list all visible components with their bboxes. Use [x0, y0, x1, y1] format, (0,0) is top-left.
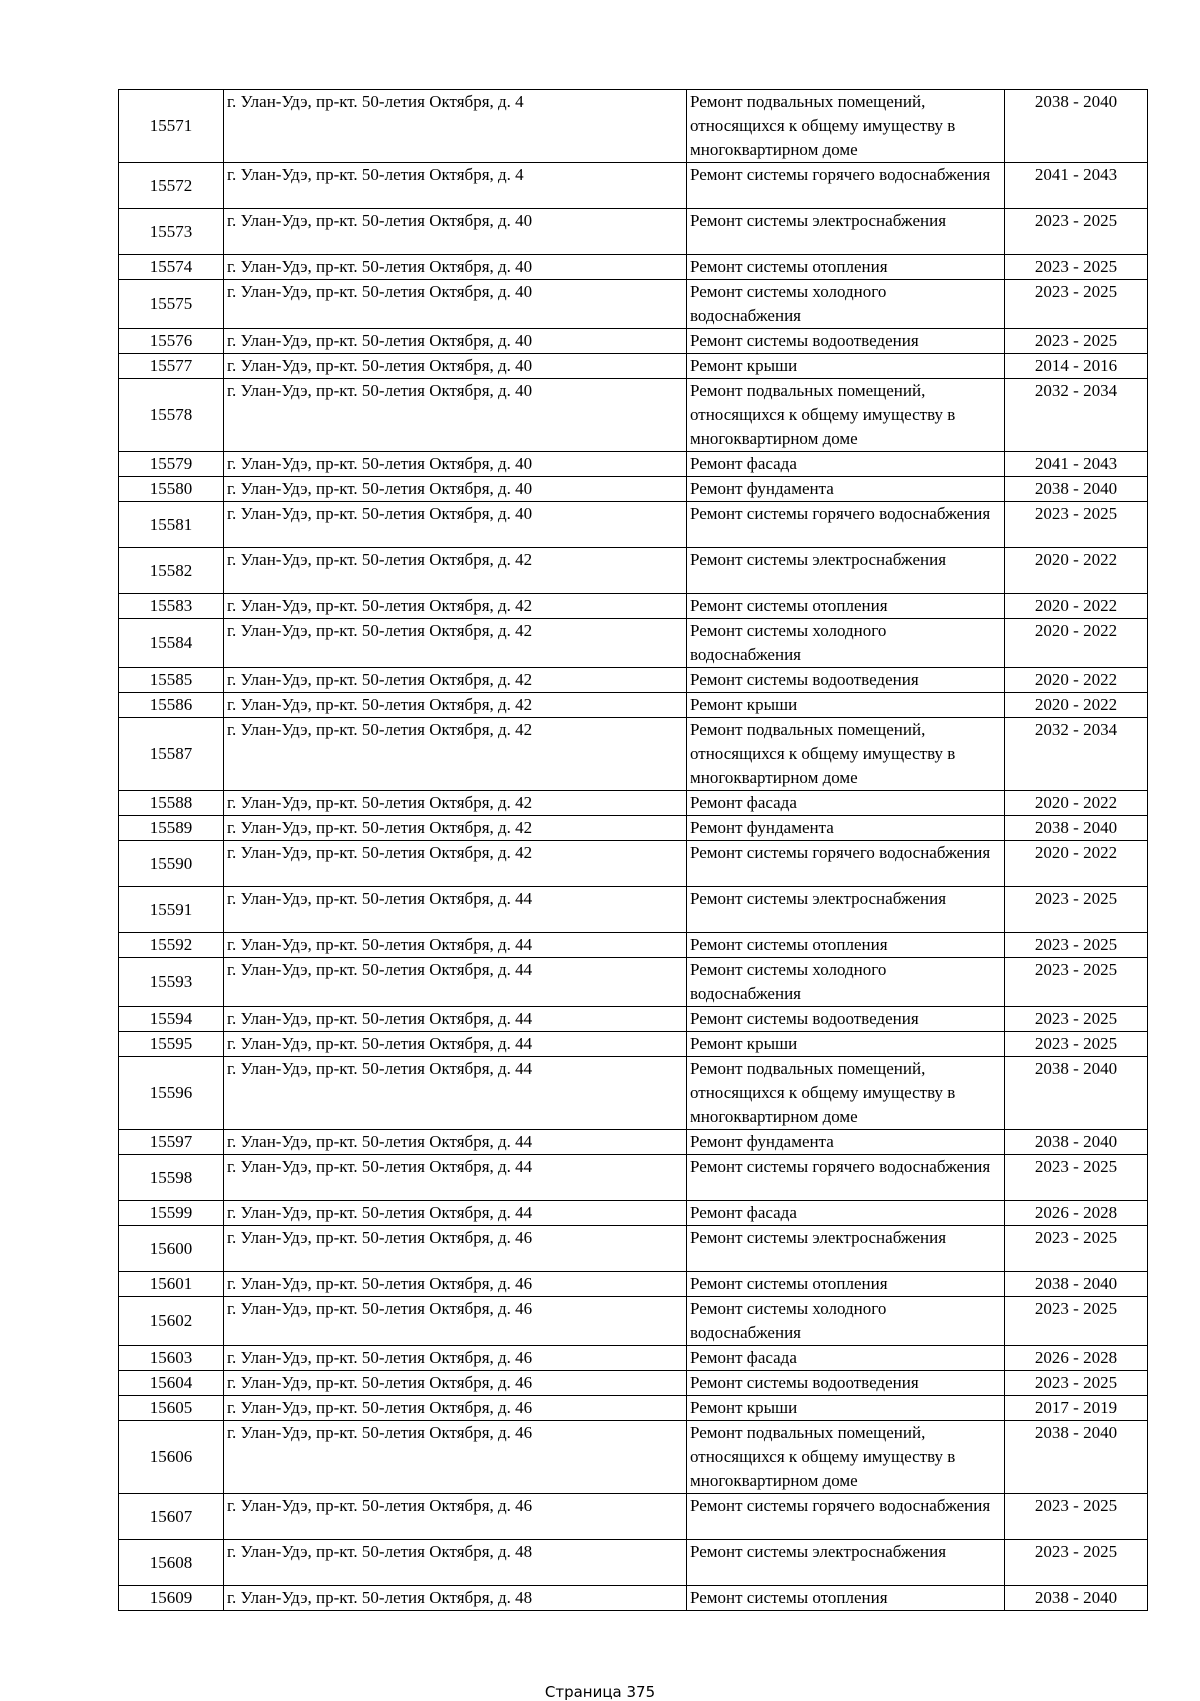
row-address: г. Улан-Удэ, пр-кт. 50-летия Октября, д. 46: [224, 1272, 687, 1297]
row-work-type: Ремонт системы водоотведения: [687, 1371, 1005, 1396]
row-number: 15583: [119, 594, 224, 619]
table-row: [119, 933, 1148, 958]
row-number: 15586: [119, 693, 224, 718]
row-number: 15602: [119, 1297, 224, 1346]
row-work-type: Ремонт подвальных помещений, относящихся к общему имуществу в многоквартирном доме: [687, 379, 1005, 452]
row-period: 2023 - 2025: [1005, 255, 1148, 280]
row-number: 15571: [119, 90, 224, 163]
row-work-type: Ремонт системы горячего водоснабжения: [687, 1155, 1005, 1201]
row-address: г. Улан-Удэ, пр-кт. 50-летия Октября, д. 42: [224, 693, 687, 718]
row-work-type: Ремонт системы отопления: [687, 594, 1005, 619]
table-row: [119, 718, 1148, 791]
row-work-type: Ремонт системы электроснабжения: [687, 209, 1005, 255]
row-number: 15579: [119, 452, 224, 477]
row-number: 15575: [119, 280, 224, 329]
row-number: 15594: [119, 1007, 224, 1032]
table-row: [119, 502, 1148, 548]
row-address: г. Улан-Удэ, пр-кт. 50-летия Октября, д. 44: [224, 1155, 687, 1201]
row-period: 2038 - 2040: [1005, 477, 1148, 502]
row-address: г. Улан-Удэ, пр-кт. 50-летия Октября, д. 40: [224, 280, 687, 329]
row-work-type: Ремонт фундамента: [687, 816, 1005, 841]
row-work-type: Ремонт крыши: [687, 693, 1005, 718]
row-work-type: Ремонт фасада: [687, 452, 1005, 477]
row-address: г. Улан-Удэ, пр-кт. 50-летия Октября, д. 4: [224, 90, 687, 163]
row-number: 15593: [119, 958, 224, 1007]
table-row: [119, 1032, 1148, 1057]
row-address: г. Улан-Удэ, пр-кт. 50-летия Октября, д. 40: [224, 354, 687, 379]
row-period: 2023 - 2025: [1005, 1155, 1148, 1201]
row-work-type: Ремонт фундамента: [687, 1130, 1005, 1155]
row-period: 2020 - 2022: [1005, 668, 1148, 693]
row-number: 15585: [119, 668, 224, 693]
table-row: [119, 1007, 1148, 1032]
row-address: г. Улан-Удэ, пр-кт. 50-летия Октября, д. 46: [224, 1396, 687, 1421]
row-work-type: Ремонт системы отопления: [687, 933, 1005, 958]
row-period: 2038 - 2040: [1005, 816, 1148, 841]
table-row: [119, 1371, 1148, 1396]
row-number: 15584: [119, 619, 224, 668]
row-address: г. Улан-Удэ, пр-кт. 50-летия Октября, д. 42: [224, 548, 687, 594]
row-work-type: Ремонт системы электроснабжения: [687, 1540, 1005, 1586]
table-row: [119, 255, 1148, 280]
row-work-type: Ремонт крыши: [687, 354, 1005, 379]
row-address: г. Улан-Удэ, пр-кт. 50-летия Октября, д. 44: [224, 1057, 687, 1130]
row-number: 15587: [119, 718, 224, 791]
table-row: [119, 1586, 1148, 1611]
row-period: 2038 - 2040: [1005, 1057, 1148, 1130]
row-number: 15581: [119, 502, 224, 548]
row-number: 15608: [119, 1540, 224, 1586]
row-number: 15607: [119, 1494, 224, 1540]
row-period: 2020 - 2022: [1005, 619, 1148, 668]
row-address: г. Улан-Удэ, пр-кт. 50-летия Октября, д. 44: [224, 1201, 687, 1226]
row-address: г. Улан-Удэ, пр-кт. 50-летия Октября, д. 42: [224, 816, 687, 841]
repair-schedule-table: [118, 89, 1148, 1611]
row-address: г. Улан-Удэ, пр-кт. 50-летия Октября, д. 44: [224, 933, 687, 958]
row-work-type: Ремонт крыши: [687, 1032, 1005, 1057]
row-number: 15592: [119, 933, 224, 958]
row-address: г. Улан-Удэ, пр-кт. 50-летия Октября, д. 40: [224, 477, 687, 502]
row-period: 2023 - 2025: [1005, 1297, 1148, 1346]
row-number: 15605: [119, 1396, 224, 1421]
table-row: [119, 452, 1148, 477]
row-period: 2023 - 2025: [1005, 1226, 1148, 1272]
row-address: г. Улан-Удэ, пр-кт. 50-летия Октября, д. 42: [224, 841, 687, 887]
row-number: 15603: [119, 1346, 224, 1371]
table-row: [119, 816, 1148, 841]
table-row: [119, 1201, 1148, 1226]
row-period: 2023 - 2025: [1005, 1540, 1148, 1586]
row-work-type: Ремонт фасада: [687, 791, 1005, 816]
row-address: г. Улан-Удэ, пр-кт. 50-летия Октября, д. 42: [224, 791, 687, 816]
table-row: [119, 841, 1148, 887]
row-address: г. Улан-Удэ, пр-кт. 50-летия Октября, д. 42: [224, 668, 687, 693]
table-row: [119, 90, 1148, 163]
table-row: [119, 1540, 1148, 1586]
row-address: г. Улан-Удэ, пр-кт. 50-летия Октября, д. 40: [224, 452, 687, 477]
row-address: г. Улан-Удэ, пр-кт. 50-летия Октября, д. 40: [224, 502, 687, 548]
row-number: 15574: [119, 255, 224, 280]
row-period: 2017 - 2019: [1005, 1396, 1148, 1421]
table-row: [119, 1396, 1148, 1421]
row-address: г. Улан-Удэ, пр-кт. 50-летия Октября, д. 48: [224, 1586, 687, 1611]
row-address: г. Улан-Удэ, пр-кт. 50-летия Октября, д. 40: [224, 379, 687, 452]
row-address: г. Улан-Удэ, пр-кт. 50-летия Октября, д. 42: [224, 619, 687, 668]
row-number: 15606: [119, 1421, 224, 1494]
row-address: г. Улан-Удэ, пр-кт. 50-летия Октября, д. 40: [224, 329, 687, 354]
row-number: 15576: [119, 329, 224, 354]
table-row: [119, 958, 1148, 1007]
row-work-type: Ремонт системы горячего водоснабжения: [687, 502, 1005, 548]
row-work-type: Ремонт системы отопления: [687, 1586, 1005, 1611]
table-row: [119, 693, 1148, 718]
row-period: 2020 - 2022: [1005, 841, 1148, 887]
row-work-type: Ремонт фасада: [687, 1201, 1005, 1226]
row-work-type: Ремонт подвальных помещений, относящихся к общему имуществу в многоквартирном доме: [687, 718, 1005, 791]
row-number: 15600: [119, 1226, 224, 1272]
table-row: [119, 1421, 1148, 1494]
row-period: 2020 - 2022: [1005, 791, 1148, 816]
table-row: [119, 1057, 1148, 1130]
row-address: г. Улан-Удэ, пр-кт. 50-летия Октября, д. 46: [224, 1346, 687, 1371]
row-address: г. Улан-Удэ, пр-кт. 50-летия Октября, д. 40: [224, 209, 687, 255]
row-period: 2023 - 2025: [1005, 887, 1148, 933]
row-number: 15598: [119, 1155, 224, 1201]
row-period: 2041 - 2043: [1005, 163, 1148, 209]
table-row: [119, 1272, 1148, 1297]
row-number: 15573: [119, 209, 224, 255]
table-row: [119, 379, 1148, 452]
row-work-type: Ремонт фасада: [687, 1346, 1005, 1371]
table-row: [119, 329, 1148, 354]
row-work-type: Ремонт системы горячего водоснабжения: [687, 1494, 1005, 1540]
row-number: 15577: [119, 354, 224, 379]
table-row: [119, 477, 1148, 502]
row-work-type: Ремонт системы холодного водоснабжения: [687, 619, 1005, 668]
row-number: 15597: [119, 1130, 224, 1155]
row-address: г. Улан-Удэ, пр-кт. 50-летия Октября, д. 44: [224, 1032, 687, 1057]
row-number: 15604: [119, 1371, 224, 1396]
table-row: [119, 791, 1148, 816]
row-address: г. Улан-Удэ, пр-кт. 50-летия Октября, д. 48: [224, 1540, 687, 1586]
row-number: 15572: [119, 163, 224, 209]
table-row: [119, 1297, 1148, 1346]
table-row: [119, 354, 1148, 379]
row-number: 15609: [119, 1586, 224, 1611]
row-work-type: Ремонт системы электроснабжения: [687, 887, 1005, 933]
row-address: г. Улан-Удэ, пр-кт. 50-летия Октября, д. 46: [224, 1371, 687, 1396]
row-work-type: Ремонт системы отопления: [687, 1272, 1005, 1297]
row-address: г. Улан-Удэ, пр-кт. 50-летия Октября, д. 44: [224, 1130, 687, 1155]
row-work-type: Ремонт фундамента: [687, 477, 1005, 502]
table-row: [119, 280, 1148, 329]
row-period: 2023 - 2025: [1005, 933, 1148, 958]
row-period: 2038 - 2040: [1005, 1272, 1148, 1297]
row-period: 2020 - 2022: [1005, 594, 1148, 619]
table-row: [119, 163, 1148, 209]
row-period: 2038 - 2040: [1005, 1586, 1148, 1611]
row-work-type: Ремонт системы холодного водоснабжения: [687, 958, 1005, 1007]
row-number: 15588: [119, 791, 224, 816]
row-period: 2014 - 2016: [1005, 354, 1148, 379]
table-row: [119, 1130, 1148, 1155]
row-address: г. Улан-Удэ, пр-кт. 50-летия Октября, д. 4: [224, 163, 687, 209]
row-number: 15596: [119, 1057, 224, 1130]
row-period: 2023 - 2025: [1005, 209, 1148, 255]
row-period: 2023 - 2025: [1005, 958, 1148, 1007]
row-address: г. Улан-Удэ, пр-кт. 50-летия Октября, д. 46: [224, 1226, 687, 1272]
row-number: 15601: [119, 1272, 224, 1297]
row-work-type: Ремонт системы водоотведения: [687, 668, 1005, 693]
row-period: 2038 - 2040: [1005, 90, 1148, 163]
row-work-type: Ремонт подвальных помещений, относящихся к общему имуществу в многоквартирном доме: [687, 1057, 1005, 1130]
row-work-type: Ремонт системы электроснабжения: [687, 548, 1005, 594]
row-number: 15599: [119, 1201, 224, 1226]
row-work-type: Ремонт системы холодного водоснабжения: [687, 280, 1005, 329]
table-row: [119, 668, 1148, 693]
row-period: 2020 - 2022: [1005, 548, 1148, 594]
row-work-type: Ремонт крыши: [687, 1396, 1005, 1421]
row-work-type: Ремонт системы отопления: [687, 255, 1005, 280]
row-work-type: Ремонт системы горячего водоснабжения: [687, 841, 1005, 887]
table-row: [119, 1155, 1148, 1201]
row-period: 2023 - 2025: [1005, 1371, 1148, 1396]
row-period: 2032 - 2034: [1005, 379, 1148, 452]
row-period: 2026 - 2028: [1005, 1201, 1148, 1226]
row-work-type: Ремонт подвальных помещений, относящихся к общему имуществу в многоквартирном доме: [687, 1421, 1005, 1494]
row-address: г. Улан-Удэ, пр-кт. 50-летия Октября, д. 44: [224, 887, 687, 933]
row-work-type: Ремонт системы холодного водоснабжения: [687, 1297, 1005, 1346]
row-address: г. Улан-Удэ, пр-кт. 50-летия Октября, д. 40: [224, 255, 687, 280]
table-row: [119, 887, 1148, 933]
row-period: 2023 - 2025: [1005, 1494, 1148, 1540]
table-row: [119, 619, 1148, 668]
row-address: г. Улан-Удэ, пр-кт. 50-летия Октября, д. 46: [224, 1297, 687, 1346]
row-period: 2026 - 2028: [1005, 1346, 1148, 1371]
row-address: г. Улан-Удэ, пр-кт. 50-летия Октября, д. 46: [224, 1421, 687, 1494]
row-work-type: Ремонт системы водоотведения: [687, 329, 1005, 354]
row-period: 2020 - 2022: [1005, 693, 1148, 718]
row-period: 2032 - 2034: [1005, 718, 1148, 791]
row-number: 15595: [119, 1032, 224, 1057]
page-number: Страница 375: [544, 1683, 656, 1701]
table-row: [119, 1226, 1148, 1272]
row-address: г. Улан-Удэ, пр-кт. 50-летия Октября, д. 42: [224, 594, 687, 619]
table-body: [119, 90, 1148, 1611]
row-address: г. Улан-Удэ, пр-кт. 50-летия Октября, д. 46: [224, 1494, 687, 1540]
row-number: 15582: [119, 548, 224, 594]
row-work-type: Ремонт системы горячего водоснабжения: [687, 163, 1005, 209]
table-row: [119, 594, 1148, 619]
table-row: [119, 1494, 1148, 1540]
row-period: 2041 - 2043: [1005, 452, 1148, 477]
row-number: 15580: [119, 477, 224, 502]
row-period: 2023 - 2025: [1005, 1007, 1148, 1032]
table-row: [119, 209, 1148, 255]
row-number: 15590: [119, 841, 224, 887]
row-work-type: Ремонт системы водоотведения: [687, 1007, 1005, 1032]
row-address: г. Улан-Удэ, пр-кт. 50-летия Октября, д. 44: [224, 958, 687, 1007]
table-row: [119, 1346, 1148, 1371]
row-address: г. Улан-Удэ, пр-кт. 50-летия Октября, д. 42: [224, 718, 687, 791]
row-period: 2023 - 2025: [1005, 502, 1148, 548]
row-period: 2023 - 2025: [1005, 1032, 1148, 1057]
row-number: 15589: [119, 816, 224, 841]
row-period: 2023 - 2025: [1005, 280, 1148, 329]
row-address: г. Улан-Удэ, пр-кт. 50-летия Октября, д. 44: [224, 1007, 687, 1032]
row-number: 15591: [119, 887, 224, 933]
row-work-type: Ремонт подвальных помещений, относящихся к общему имуществу в многоквартирном доме: [687, 90, 1005, 163]
row-number: 15578: [119, 379, 224, 452]
row-period: 2038 - 2040: [1005, 1421, 1148, 1494]
table-row: [119, 548, 1148, 594]
row-period: 2023 - 2025: [1005, 329, 1148, 354]
row-period: 2038 - 2040: [1005, 1130, 1148, 1155]
row-work-type: Ремонт системы электроснабжения: [687, 1226, 1005, 1272]
